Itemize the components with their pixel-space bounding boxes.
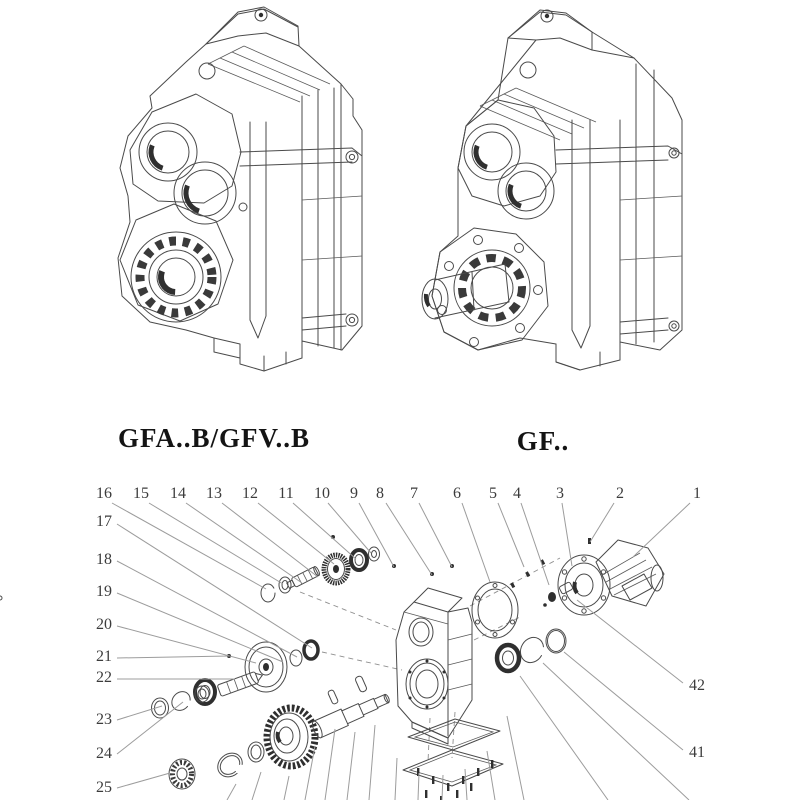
top-cap [206, 9, 299, 46]
center-post [250, 122, 266, 338]
housing-body [396, 602, 472, 738]
leader-line-41 [564, 652, 683, 750]
motor-fins [602, 553, 656, 595]
leader-line-cutoff-13 [507, 716, 524, 800]
exploded-parts-diagram [0, 485, 705, 800]
leader-line-10 [328, 503, 371, 553]
part-label-3: 3 [556, 485, 564, 502]
leader-line-cutoff-2 [252, 772, 261, 800]
hood-edges [466, 40, 634, 126]
oil-plug-hole [259, 13, 263, 17]
leader-line-25 [117, 773, 170, 788]
part-label-23: 23 [96, 711, 112, 728]
lower-strap [620, 318, 668, 334]
oil-plug-hole [545, 14, 549, 18]
caption-right: GF.. [516, 426, 570, 456]
part-label-25: 25 [96, 779, 112, 796]
part-label-1: 1 [693, 485, 701, 502]
top-cap [508, 12, 592, 50]
adapter-flange [472, 582, 518, 638]
leader-line-11 [293, 503, 356, 559]
axis-dashed-3 [470, 558, 560, 606]
intermediate-pinion-shaft [217, 669, 264, 696]
output-shaft [310, 690, 392, 740]
caption-left: GFA..B/GFV..B [117, 423, 311, 453]
input-bore-2 [174, 162, 236, 224]
key [355, 675, 368, 692]
part-label-2: 2 [616, 485, 624, 502]
part-label-13: 13 [206, 485, 222, 502]
input-shaft-assembly [261, 535, 454, 602]
o-ring [546, 629, 566, 653]
leader-line-cutoff-14 [520, 676, 608, 800]
part-label-16: 16 [96, 485, 112, 502]
part-label-6: 6 [453, 485, 461, 502]
part-label-18: 18 [96, 551, 112, 568]
part-label-15: 15 [133, 485, 149, 502]
input-bore-1 [139, 123, 197, 181]
output-flange [432, 228, 548, 350]
washer-small [279, 577, 291, 593]
part-label-24: 24 [96, 745, 112, 762]
feet [214, 338, 302, 371]
leader-line-cutoff-8 [395, 758, 397, 800]
left-gearbox-drawing [118, 7, 362, 371]
mount-hole-top [199, 63, 215, 79]
part-label-10: 10 [314, 485, 330, 502]
leader-line-7 [419, 503, 452, 567]
leader-line-cutoff-7 [369, 725, 375, 800]
lock-nut [548, 592, 556, 602]
lower-strap [302, 314, 346, 330]
leader-line-cutoff-6 [347, 732, 355, 800]
leader-line-cutoff-12 [487, 751, 495, 800]
output-boss [120, 204, 233, 321]
leader-line-2 [590, 503, 614, 542]
leader-line-15 [149, 503, 283, 584]
key [327, 689, 338, 704]
washer-dot [543, 603, 547, 607]
leader-line-6 [462, 503, 490, 582]
part-label-5: 5 [489, 485, 497, 502]
leader-line-21 [117, 656, 229, 658]
axis-dashed-2 [322, 652, 402, 670]
pan-bolts [417, 760, 493, 800]
part-label-11: 11 [278, 485, 294, 502]
upper-strap [240, 148, 362, 166]
part-label-20: 20 [96, 616, 112, 633]
output-shaft-assembly [169, 675, 392, 789]
part-label-7: 7 [410, 485, 418, 502]
housing-lower-bore-flange [406, 659, 448, 709]
leader-line-16 [112, 503, 266, 589]
axis-dashed-4 [474, 616, 522, 640]
feet [556, 342, 620, 370]
leader-line-cutoff-5 [325, 729, 335, 800]
leader-line-cutoff-10 [442, 775, 443, 800]
leader-line-1 [633, 503, 690, 557]
part-label-21: 21 [96, 648, 112, 665]
spacer-ring [290, 650, 302, 666]
circlip-small [261, 584, 275, 602]
electric-motor [543, 538, 664, 615]
leader-line-cutoff-15 [543, 663, 689, 800]
leader-line-5 [498, 503, 524, 567]
part-label-4: 4 [513, 485, 521, 502]
bearing [497, 645, 519, 671]
leader-line-cutoff-9 [418, 773, 419, 800]
axis-dashed-1 [300, 592, 396, 630]
circlip-large [213, 748, 247, 782]
top-ribs [208, 46, 330, 102]
part-label-41: 41 [689, 744, 705, 761]
leader-line-23 [117, 706, 162, 720]
bolt [510, 582, 515, 588]
input-boss [458, 100, 556, 206]
leader-line-cutoff-1 [227, 784, 236, 800]
part-label-9: 9 [350, 485, 358, 502]
motor-flange-parts [0, 559, 566, 671]
part-label-17: 17 [96, 513, 112, 530]
leader-line-19 [117, 593, 283, 662]
leader-line-42 [577, 600, 683, 683]
housing-top-boss [414, 588, 462, 612]
part-label-8: 8 [376, 485, 384, 502]
part-label-14: 14 [170, 485, 186, 502]
side-ribs [302, 84, 341, 350]
leader-line-18 [117, 561, 297, 657]
leader-line-3 [562, 503, 572, 566]
input-bearing [351, 550, 367, 570]
mount-hole-top [520, 62, 536, 78]
leader-line-14 [186, 503, 302, 583]
upper-strap [556, 146, 682, 164]
part-label-19: 19 [96, 583, 112, 600]
right-gearbox-drawing [422, 10, 682, 370]
callout-labels [96, 485, 705, 800]
side-ribs [620, 64, 654, 344]
leader-line-12 [258, 503, 334, 564]
motor-pinion [559, 582, 573, 595]
part-label-22: 22 [96, 669, 112, 686]
part-label-42: 42 [689, 677, 705, 694]
leader-line-9 [359, 503, 394, 567]
center-post [572, 120, 590, 348]
part-label-12: 12 [242, 485, 258, 502]
leader-line-cutoff-11 [465, 769, 467, 800]
input-washer [369, 547, 380, 561]
leader-line-cutoff-3 [284, 776, 289, 800]
